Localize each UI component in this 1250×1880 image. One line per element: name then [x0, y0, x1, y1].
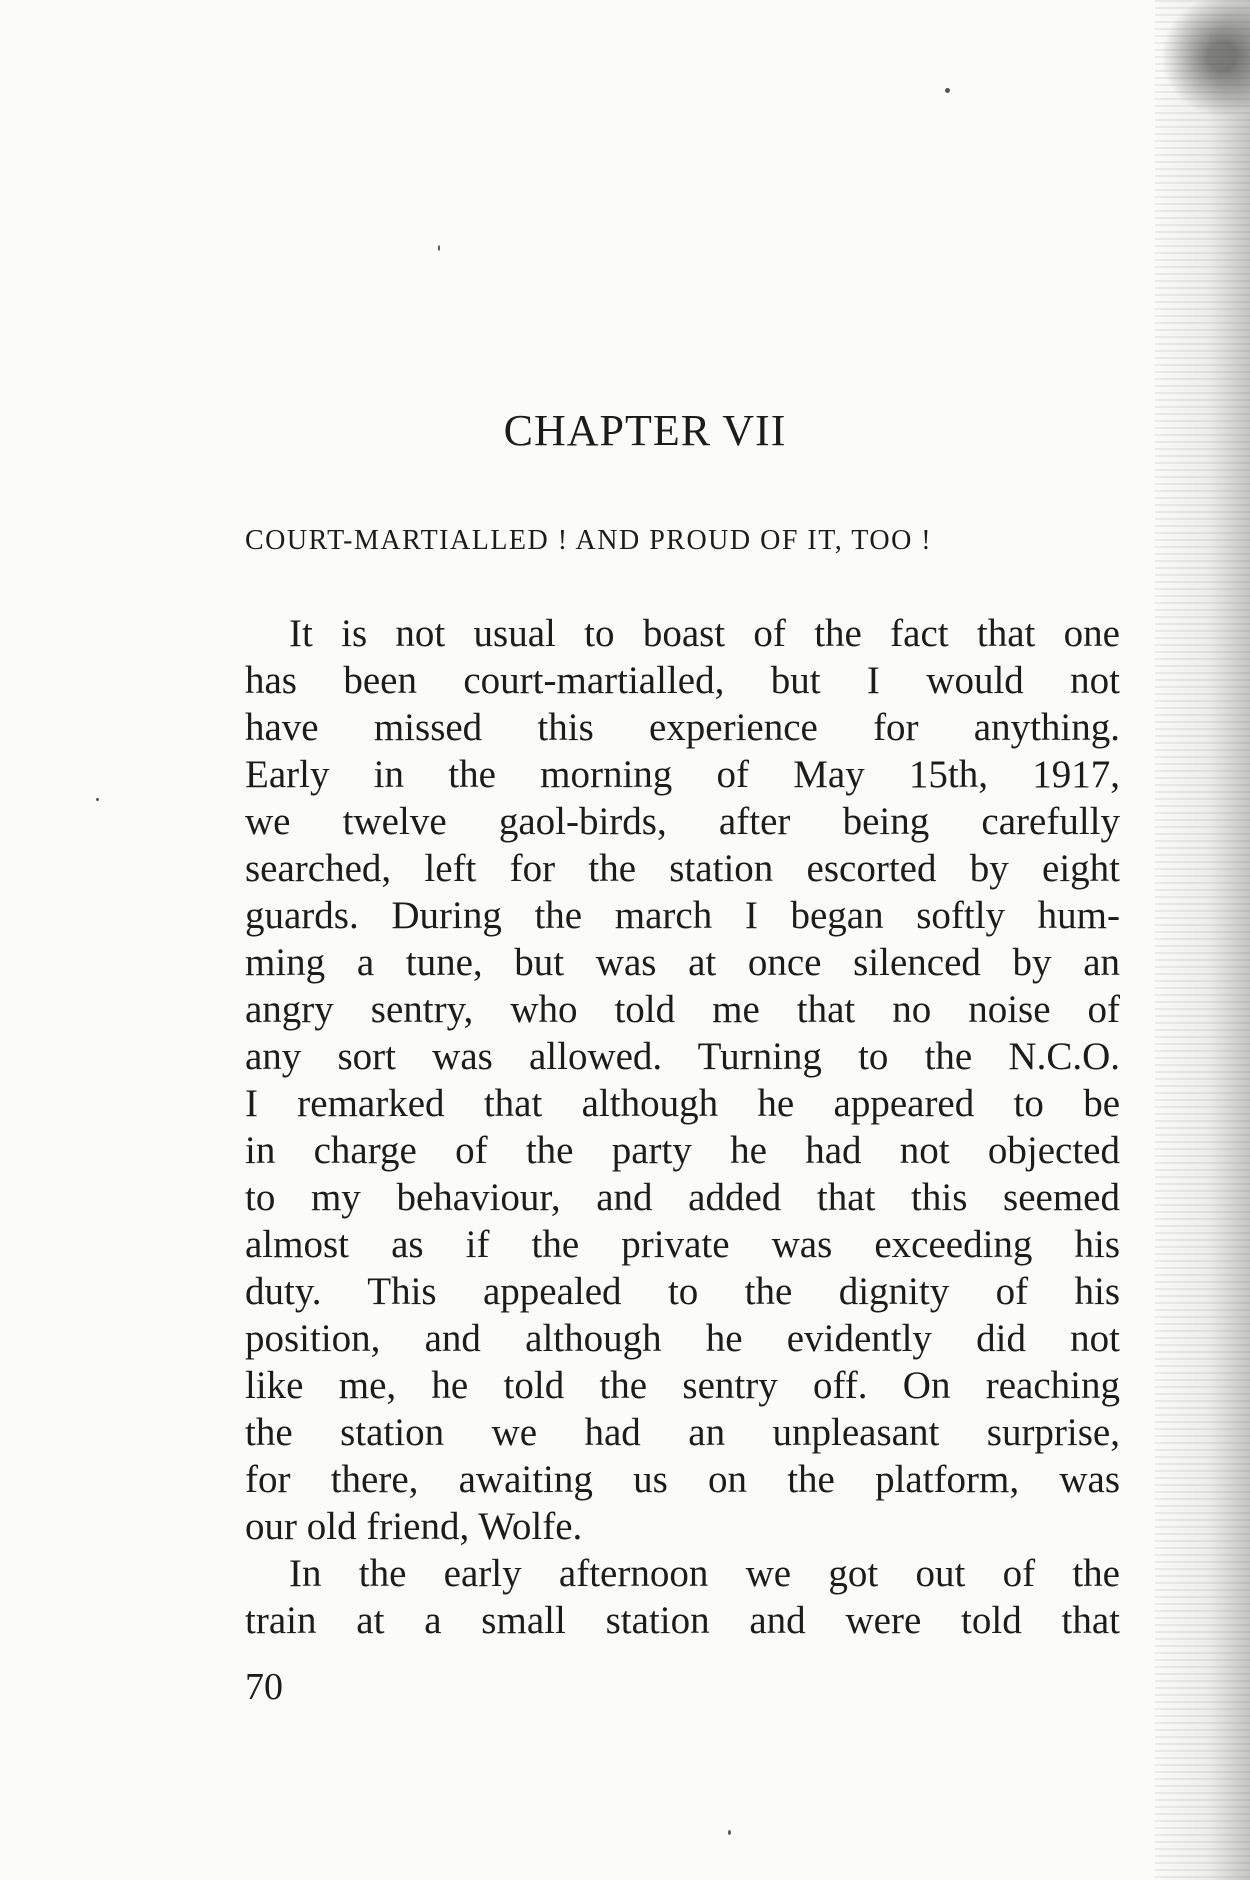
speck-2 [438, 245, 440, 251]
speck-1 [945, 88, 950, 93]
text-line: I remarked that although he appeared to be [245, 1082, 1120, 1125]
body-text [245, 610, 1120, 1644]
text-line: position, and although he evidently did not [245, 1317, 1120, 1360]
text-line: It is not usual to boast of the fact that one [289, 612, 1120, 655]
chapter-subtitle: COURT-MARTIALLED ! AND PROUD OF IT, TOO ! [245, 525, 933, 556]
text-line: has been court-martialled, but I would not [245, 659, 1120, 702]
text-line: our old friend, Wolfe. [245, 1505, 583, 1548]
text-line: to my behaviour, and added that this seemed [245, 1176, 1120, 1219]
text-line: guards. During the march I began softly hum- [245, 894, 1120, 937]
chapter-title: CHAPTER VII [503, 406, 787, 455]
speck-3 [96, 798, 99, 801]
text-line: we twelve gaol-birds, after being carefully [245, 800, 1120, 843]
text-line: train at a small station and were told that [245, 1599, 1120, 1642]
text-line: for there, awaiting us on the platform, was [245, 1458, 1120, 1501]
text-line: almost as if the private was exceeding his [245, 1223, 1120, 1266]
text-line: duty. This appealed to the dignity of his [245, 1270, 1120, 1313]
speck-4 [728, 1830, 731, 1835]
text-line: Early in the morning of May 15th, 1917, [245, 753, 1120, 796]
page-edge-shadow [1155, 0, 1250, 1880]
text-line: ming a tune, but was at once silenced by an [245, 941, 1120, 984]
text-line: the station we had an unpleasant surprise, [245, 1411, 1120, 1454]
text-line: In the early afternoon we got out of the [289, 1552, 1120, 1595]
text-line: have missed this experience for anything. [245, 706, 1120, 749]
text-line: like me, he told the sentry off. On reaching [245, 1364, 1120, 1407]
page-number: 70 [245, 1666, 283, 1708]
text-line: in charge of the party he had not objected [245, 1129, 1120, 1172]
text-line: any sort was allowed. Turning to the N.C.O. [245, 1035, 1120, 1078]
text-line: searched, left for the station escorted by eight [245, 847, 1120, 890]
text-line: angry sentry, who told me that no noise of [245, 988, 1120, 1031]
